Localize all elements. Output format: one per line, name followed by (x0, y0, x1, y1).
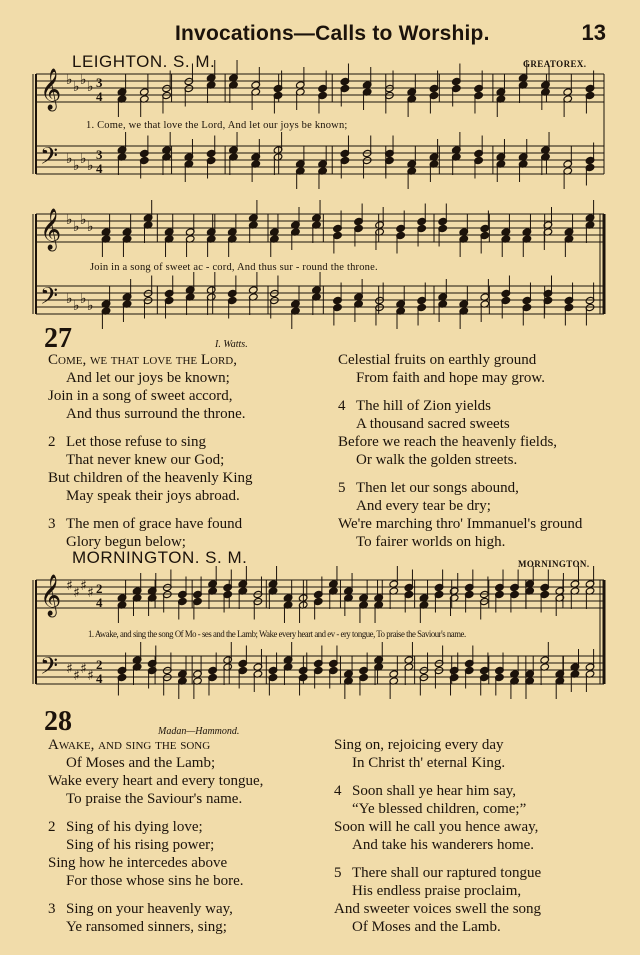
verse (338, 397, 628, 469)
verse-number: 4 (334, 783, 342, 799)
verse-line: Soon shall ye hear him say, (352, 783, 516, 799)
verse-line: But children of the heavenly King (48, 470, 253, 486)
verse-line: Before we reach the heavenly fields, (338, 434, 558, 450)
verse-line: “Ye blessed children, come;” (352, 801, 527, 817)
bass-clef-icon: 𝄢 (40, 142, 59, 175)
sharp-icon: ♯ (80, 661, 87, 677)
hymn27-music-lyrics-1: 1. Come, we that love the Lord, And let our joys be known; (86, 120, 348, 131)
bass-clef-icon: 𝄢 (40, 282, 59, 315)
verse-line: Sing of his dying love; (66, 819, 203, 835)
verse-line: Sing on your heavenly way, (66, 901, 233, 917)
verse-line: Of Moses and the Lamb; (66, 755, 216, 771)
page-number: 13 (581, 20, 606, 45)
flat-icon: ♭ (66, 151, 73, 167)
verse-line: And let our joys be known; (66, 370, 230, 386)
verse-line: Soon will he call you hence away, (334, 819, 539, 835)
verse-line: Sing on, rejoicing every day (334, 737, 504, 753)
verse-number: 2 (48, 819, 56, 835)
time-signature: 4 (96, 595, 103, 610)
hymn27-author: I. Watts. (215, 339, 248, 350)
verse-line: Awake, and sing the song (48, 737, 211, 753)
verse (334, 864, 628, 936)
verse-line: Glory begun below; (66, 534, 186, 550)
verse-line: The men of grace have found (66, 516, 243, 532)
flat-icon: ♭ (66, 72, 73, 88)
flat-icon: ♭ (87, 79, 94, 95)
flat-icon: ♭ (80, 151, 87, 167)
verse-number: 5 (338, 480, 346, 496)
flat-icon: ♭ (66, 212, 73, 228)
hymn27-number: 27 (44, 323, 72, 354)
flat-icon: ♭ (66, 291, 73, 307)
time-signature: 4 (96, 89, 103, 104)
verse-line: Or walk the golden streets. (356, 452, 518, 468)
flat-icon: ♭ (80, 291, 87, 307)
hymn27-right-column (338, 351, 628, 551)
verse-line: Sing of his rising power; (66, 837, 215, 853)
hymn28-music-lyrics-1: 1. Awake, and sing the song Of Mo - ses and the Lamb; Wake every heart and ev - ery tongue, To praise the Saviour's name. (88, 630, 466, 640)
treble-clef-icon: 𝄞 (40, 209, 62, 250)
verse-line: A thousand sacred sweets (356, 416, 510, 432)
verse (48, 900, 328, 936)
verse (334, 736, 628, 772)
verse-line: We're marching thro' Immanuel's ground (338, 516, 583, 532)
hymn28-tune-name: MORNINGTON. S. M. (72, 548, 248, 567)
verse-line: That never knew our God; (66, 452, 225, 468)
verse-line: To fairer worlds on high. (356, 534, 506, 550)
flat-icon: ♭ (73, 158, 80, 174)
verse-line: His endless praise proclaim, (352, 883, 522, 899)
hymn28-left-column (48, 736, 328, 936)
hymn27-left-column (48, 351, 328, 551)
verse-line: The hill of Zion yields (356, 398, 491, 414)
hymn27-score-system-1 (0, 66, 640, 196)
sharp-icon: ♯ (87, 668, 94, 684)
verse-line: Of Moses and the Lamb. (352, 919, 501, 935)
verse (48, 818, 328, 890)
verse (338, 479, 628, 551)
sharp-icon: ♯ (73, 585, 80, 601)
verse-line: And sweeter voices swell the song (334, 901, 542, 917)
verse-number: 4 (338, 398, 346, 414)
bass-clef-icon: 𝄢 (40, 652, 59, 685)
time-signature: 4 (96, 671, 103, 686)
verse (48, 515, 328, 551)
sharp-icon: ♯ (66, 661, 73, 677)
verse-line: Let those refuse to sing (66, 434, 206, 450)
hymn28-author: Madan—Hammond. (158, 726, 240, 737)
verse-number: 3 (48, 516, 56, 532)
hymn28-number: 28 (44, 706, 72, 737)
sharp-icon: ♯ (87, 585, 94, 601)
verse (48, 351, 328, 423)
flat-icon: ♭ (73, 79, 80, 95)
verse-line: Come, we that love the Lord, (48, 352, 238, 368)
treble-clef-icon: 𝄞 (40, 575, 62, 616)
time-signature: 3 (96, 75, 103, 90)
treble-clef-icon: 𝄞 (40, 69, 62, 110)
hymn28-right-column (334, 736, 628, 936)
flat-icon: ♭ (80, 72, 87, 88)
verse-line: For those whose sins he bore. (66, 873, 244, 889)
verse (334, 782, 628, 854)
verse-line: May speak their joys abroad. (66, 488, 240, 504)
hymn28-composer: MORNINGTON. (518, 559, 590, 569)
verse-line: Then let our songs abound, (356, 480, 519, 496)
verse-line: To praise the Saviour's name. (66, 791, 243, 807)
flat-icon: ♭ (87, 298, 94, 314)
page-title: Invocations—Calls to Worship. (175, 22, 490, 45)
flat-icon: ♭ (87, 219, 94, 235)
verse-line: And every tear be dry; (356, 498, 491, 514)
verse-line: Celestial fruits on earthly ground (338, 352, 537, 368)
time-signature: 2 (96, 657, 103, 672)
sharp-icon: ♯ (73, 668, 80, 684)
verse-line: Join in a song of sweet accord, (48, 388, 233, 404)
verse-line: Sing how he intercedes above (48, 855, 228, 871)
sharp-icon: ♯ (66, 578, 73, 594)
verse-number: 3 (48, 901, 56, 917)
verse (48, 736, 328, 808)
flat-icon: ♭ (73, 219, 80, 235)
hymn27-music-lyrics-2: Join in a song of sweet ac - cord, And thus sur - round the throne. (90, 262, 378, 273)
verse-line: And take his wanderers home. (352, 837, 535, 853)
hymn27-composer: GREATOREX. (523, 59, 587, 69)
verse-line: Wake every heart and every tongue, (48, 773, 264, 789)
verse-number: 5 (334, 865, 342, 881)
verse-line: In Christ th' eternal King. (352, 755, 506, 771)
flat-icon: ♭ (80, 212, 87, 228)
time-signature: 4 (96, 161, 103, 176)
verse (48, 433, 328, 505)
verse-line: There shall our raptured tongue (352, 865, 542, 881)
time-signature: 2 (96, 581, 103, 596)
verse-line: And thus surround the throne. (66, 406, 246, 422)
page-header (0, 18, 640, 52)
flat-icon: ♭ (87, 158, 94, 174)
verse-line: Ye ransomed sinners, sing; (66, 919, 227, 935)
verse-line: From faith and hope may grow. (356, 370, 545, 386)
time-signature: 3 (96, 147, 103, 162)
verse-number: 2 (48, 434, 56, 450)
hymn27-tune-name: LEIGHTON. S. M. (72, 52, 216, 71)
verse (338, 351, 628, 387)
flat-icon: ♭ (73, 298, 80, 314)
sharp-icon: ♯ (80, 578, 87, 594)
